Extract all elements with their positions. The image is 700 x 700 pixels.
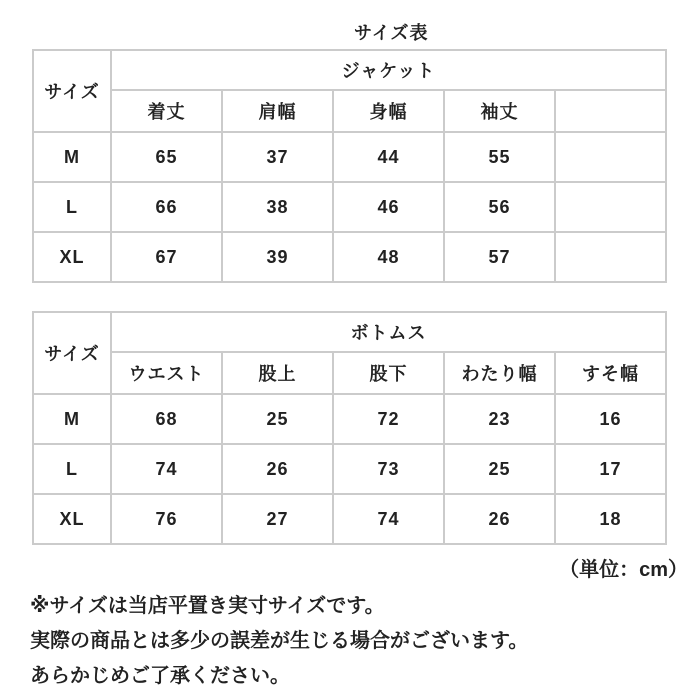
bottoms-header-row (33, 312, 666, 352)
value-cell: 65 (111, 132, 222, 182)
value-cell: 57 (444, 232, 555, 282)
value-cell: 25 (444, 444, 555, 494)
value-cell: 16 (555, 394, 666, 444)
disclaimer-line: ※サイズは当店平置き実寸サイズです。 (30, 595, 385, 617)
value-cell: 74 (111, 444, 222, 494)
jacket-col-header: 袖丈 (444, 90, 555, 132)
jacket-row-m (33, 132, 666, 182)
bottoms-row-l (33, 444, 666, 494)
bottoms-group-header: ボトムス (111, 312, 666, 352)
value-cell-empty (555, 132, 666, 182)
value-cell-empty (555, 232, 666, 282)
bottoms-col-header: ウエスト (111, 352, 222, 394)
value-cell: 25 (222, 394, 333, 444)
value-cell: 74 (333, 494, 444, 544)
jacket-size-table (32, 49, 667, 283)
value-cell: 23 (444, 394, 555, 444)
size-cell: XL (33, 494, 111, 544)
value-cell: 44 (333, 132, 444, 182)
value-cell: 27 (222, 494, 333, 544)
jacket-row-l (33, 182, 666, 232)
jacket-size-corner-header: サイズ (33, 50, 111, 132)
bottoms-row-xl (33, 494, 666, 544)
value-cell: 37 (222, 132, 333, 182)
value-cell: 38 (222, 182, 333, 232)
bottoms-row-m (33, 394, 666, 444)
bottoms-col-header: すそ幅 (555, 352, 666, 394)
value-cell: 68 (111, 394, 222, 444)
bottoms-columns-row (33, 352, 666, 394)
value-cell: 26 (222, 444, 333, 494)
bottoms-size-table (32, 311, 667, 545)
value-cell: 18 (555, 494, 666, 544)
page-title: サイズ表 (354, 23, 429, 43)
value-cell: 66 (111, 182, 222, 232)
size-cell: M (33, 132, 111, 182)
jacket-col-header: 身幅 (333, 90, 444, 132)
size-cell: M (33, 394, 111, 444)
jacket-col-header: 肩幅 (222, 90, 333, 132)
jacket-row-xl (33, 232, 666, 282)
size-cell: L (33, 444, 111, 494)
jacket-col-header-empty (555, 90, 666, 132)
value-cell: 72 (333, 394, 444, 444)
jacket-col-header: 着丈 (111, 90, 222, 132)
disclaimer-notes (30, 589, 528, 694)
bottoms-col-header: わたり幅 (444, 352, 555, 394)
jacket-header-row (33, 50, 666, 90)
value-cell: 67 (111, 232, 222, 282)
disclaimer-line: あらかじめご了承ください。 (30, 665, 290, 687)
value-cell-empty (555, 182, 666, 232)
bottoms-size-corner-header: サイズ (33, 312, 111, 394)
size-cell: XL (33, 232, 111, 282)
value-cell: 17 (555, 444, 666, 494)
value-cell: 76 (111, 494, 222, 544)
value-cell: 39 (222, 232, 333, 282)
value-cell: 46 (333, 182, 444, 232)
value-cell: 73 (333, 444, 444, 494)
value-cell: 55 (444, 132, 555, 182)
unit-note: （単位：cm） (559, 559, 688, 581)
value-cell: 48 (333, 232, 444, 282)
bottoms-col-header: 股下 (333, 352, 444, 394)
disclaimer-line: 実際の商品とは多少の誤差が生じる場合がございます。 (30, 630, 529, 652)
value-cell: 26 (444, 494, 555, 544)
value-cell: 56 (444, 182, 555, 232)
size-cell: L (33, 182, 111, 232)
bottoms-col-header: 股上 (222, 352, 333, 394)
jacket-columns-row (33, 90, 666, 132)
jacket-group-header: ジャケット (111, 50, 666, 90)
